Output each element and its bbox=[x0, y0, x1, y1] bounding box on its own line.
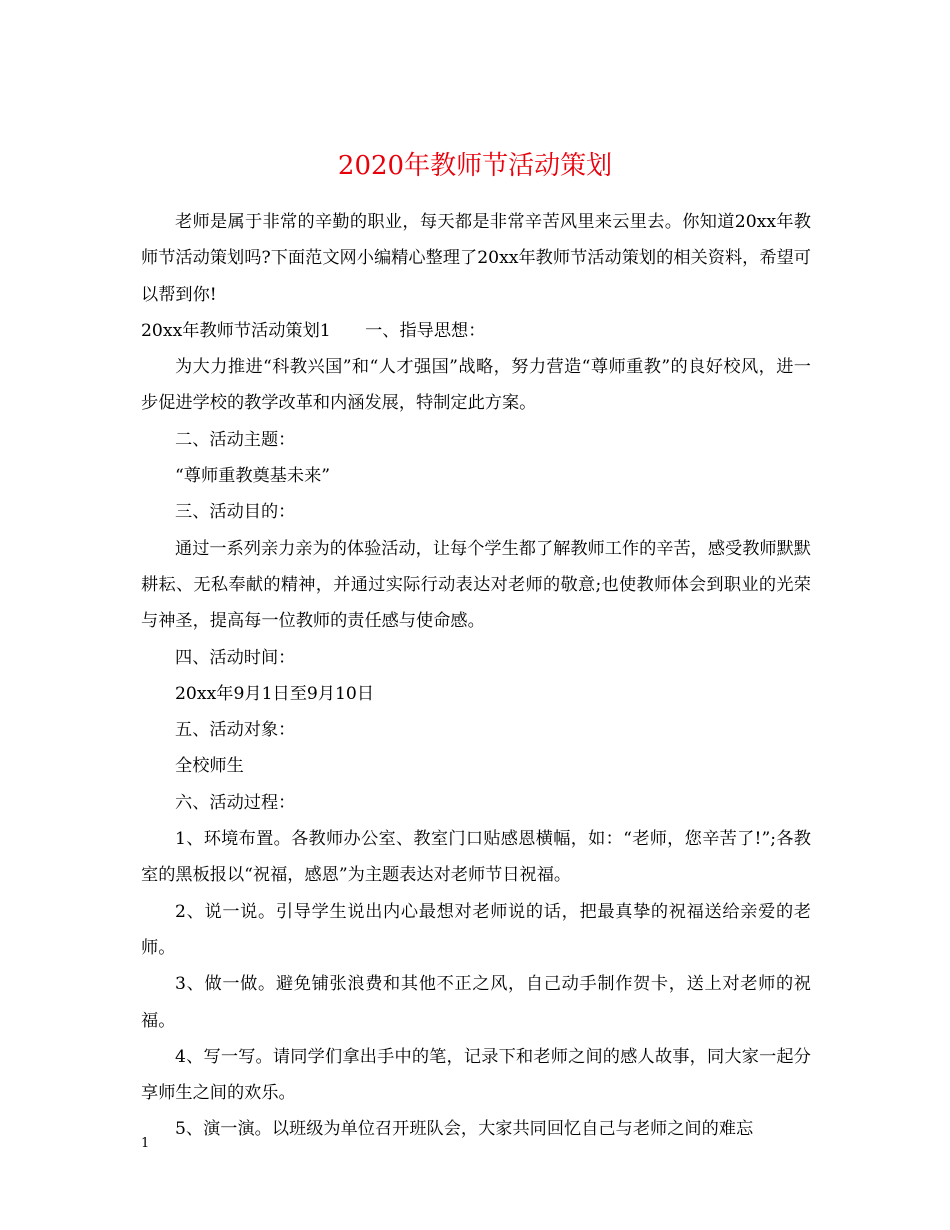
activity-time-heading: 四、活动时间： bbox=[175, 647, 296, 668]
document-body bbox=[141, 204, 811, 1148]
intro-paragraph: 老师是属于非常的辛勤的职业，每天都是非常辛苦风里来云里去。你知道20xx年教师节活动策划吗?下面范文网小编精心整理了20xx年教师节活动策划的相关资料，希望可以帮到你! bbox=[141, 212, 811, 305]
guiding-thought-paragraph: 为大力推进“科教兴国”和“人才强国”战略，努力营造“尊师重教”的良好校风，进一步促进学校的教学改革和内涵发展，特制定此方案。 bbox=[141, 357, 811, 414]
page-number: 1 bbox=[141, 1136, 150, 1151]
process-item-3: 3、做一做。避免铺张浪费和其他不正之风，自己动手制作贺卡，送上对老师的祝福。 bbox=[141, 974, 811, 1031]
activity-theme-text: “尊师重教奠基未来” bbox=[175, 466, 331, 487]
process-item-5: 5、演一演。以班级为单位召开班队会，大家共同回忆自己与老师之间的难忘 bbox=[175, 1119, 754, 1140]
process-item-1: 1、环境布置。各教师办公室、教室门口贴感恩横幅，如：“老师，您辛苦了!”;各教室的黑板报以“祝福，感恩”为主题表达对老师节日祝福。 bbox=[141, 829, 811, 886]
process-item-4: 4、写一写。请同学们拿出手中的笔，记录下和老师之间的感人故事，同大家一起分享师生之间的欢乐。 bbox=[141, 1046, 811, 1104]
process-item-2: 2、说一说。引导学生说出内心最想对老师说的话，把最真挚的祝福送给亲爱的老师。 bbox=[141, 901, 811, 958]
activity-time-text: 20xx年9月1日至9月10日 bbox=[175, 683, 375, 704]
plan-heading-guiding-thought: 20xx年教师节活动策划1 一、指导思想： bbox=[141, 320, 486, 341]
activity-purpose-heading: 三、活动目的： bbox=[175, 502, 296, 523]
document-title: 2020年教师节活动策划 bbox=[337, 151, 613, 182]
activity-theme-heading: 二、活动主题： bbox=[175, 429, 296, 450]
activity-target-heading: 五、活动对象： bbox=[175, 720, 296, 741]
activity-target-text: 全校师生 bbox=[175, 756, 244, 777]
activity-process-heading: 六、活动过程： bbox=[175, 792, 296, 813]
activity-purpose-paragraph: 通过一系列亲力亲为的体验活动，让每个学生都了解教师工作的辛苦，感受教师默默耕耘、无私奉献的精神，并通过实际行动表达对老师的敬意;也使教师体会到职业的光荣与神圣，提高每一位教师的责任感与使命感。 bbox=[141, 538, 811, 632]
